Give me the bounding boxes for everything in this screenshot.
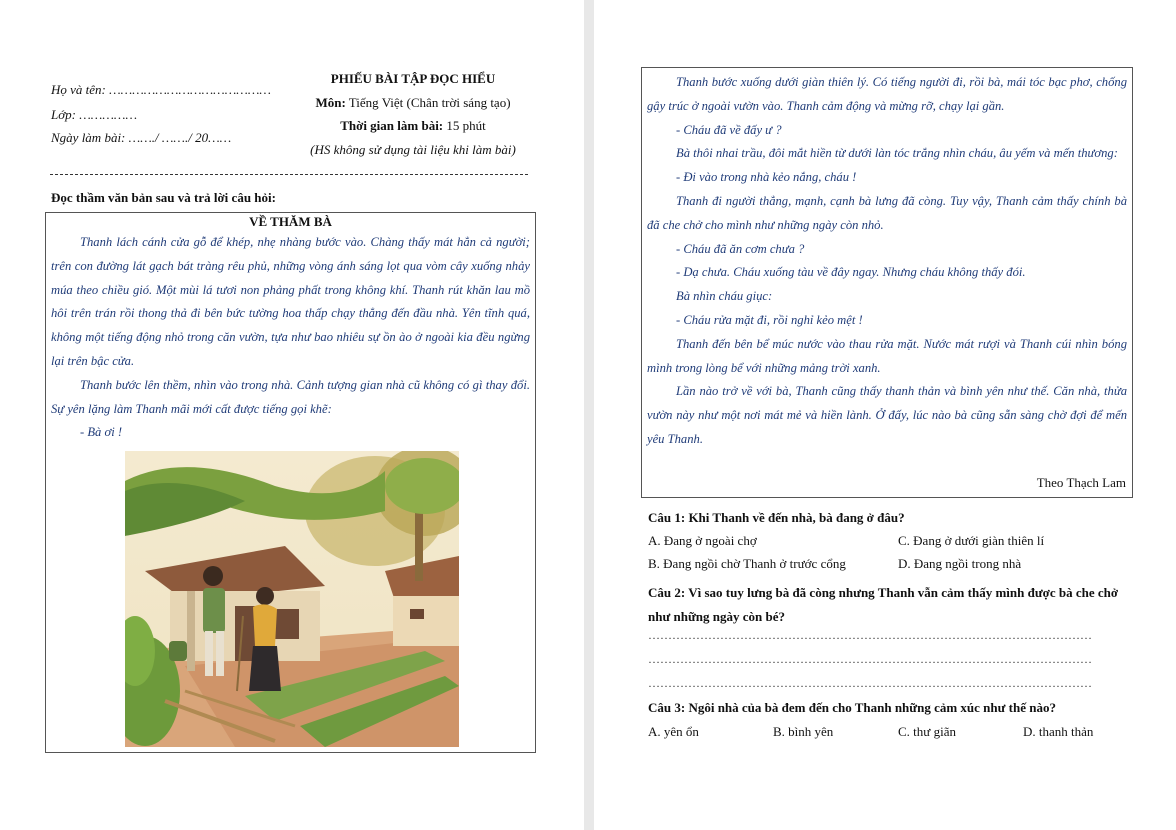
- separator-line: [50, 174, 528, 175]
- story-paragraph: - Cháu đã về đấy ư ?: [676, 122, 782, 137]
- question-1-option-a[interactable]: A. Đang ở ngoài chợ: [648, 533, 757, 548]
- question-1-option-d[interactable]: D. Đang ngồi trong nhà: [898, 556, 1022, 571]
- story-paragraph: - Đi vào trong nhà kẻo nắng, cháu !: [676, 170, 857, 185]
- story-paragraph: Thanh đi người thẳng, mạnh, cạnh bà lưng đã còng. Tuy vậy, Thanh cảm thấy chính bà đã che chở cho mình như những ngày còn nhỏ.: [647, 193, 1127, 232]
- question-3-option-a[interactable]: A. yên ổn: [648, 724, 699, 739]
- story-credit: Theo Thạch Lam: [1036, 475, 1126, 490]
- story-paragraph: - Bà ơi !: [80, 425, 123, 440]
- story-paragraph: Thanh bước lên thềm, nhìn vào trong nhà. Cảnh tượng gian nhà cũ không có gì thay đổi. Sự yên lặng làm Thanh mãi mới cất được tiếng gọi khẽ:: [51, 377, 530, 416]
- story-paragraph: - Cháu đã ăn cơm chưa ?: [676, 241, 805, 256]
- date-field-label: Ngày làm bài: ……./ ……./ 20……: [51, 130, 232, 145]
- sheet-title: PHIẾU BÀI TẬP ĐỌC HIỂU: [330, 71, 496, 86]
- story-paragraph: Thanh bước xuống dưới giàn thiên lý. Có tiếng người đi, rồi bà, mái tóc bạc phơ, chống gậy trúc ở ngoài vườn vào. Thanh cảm động và mừng rỡ, chạy lại gần.: [647, 75, 1127, 113]
- story-paragraph: Bà thôi nhai trầu, đôi mắt hiền từ dưới làn tóc trắng nhìn cháu, âu yếm và mến thương:: [676, 146, 1118, 161]
- story-paragraph: - Dạ chưa. Cháu xuống tàu về đây ngay. Nhưng cháu không thấy đói.: [676, 265, 1026, 280]
- time-label: Thời gian làm bài:: [340, 118, 444, 133]
- story-text-left: [46, 231, 535, 445]
- subject-value: Tiếng Việt (Chân trời sáng tạo): [345, 95, 511, 110]
- question-1-option-c[interactable]: C. Đang ở dưới giàn thiên lí: [898, 533, 1045, 548]
- story-paragraph: Thanh đến bên bể múc nước vào thau rửa mặt. Nước mát rượi và Thanh cúi nhìn bóng mình trong lòng bể với những mảng trời xanh.: [647, 336, 1127, 375]
- subject-line: [296, 95, 530, 111]
- story-paragraph: Bà nhìn cháu giục:: [676, 289, 773, 304]
- story-paragraph: - Cháu rửa mặt đi, rồi nghỉ kẻo mệt !: [676, 312, 863, 327]
- question-3-option-b[interactable]: B. bình yên: [773, 724, 834, 739]
- class-field-label: Lớp: ……………: [51, 107, 138, 122]
- answer-line[interactable]: …………………………………………………………………………………………………: [648, 676, 1092, 690]
- subject-label: Môn:: [315, 95, 346, 110]
- illustration-art: [125, 451, 459, 747]
- question-1-title: Câu 1: Khi Thanh về đến nhà, bà đang ở đâu?: [648, 510, 905, 525]
- name-field-label: Họ và tên: ……………………………………: [51, 82, 271, 97]
- story-illustration: [125, 451, 459, 747]
- answer-line[interactable]: …………………………………………………………………………………………………: [648, 652, 1092, 666]
- question-3-option-d[interactable]: D. thanh thản: [1023, 724, 1094, 739]
- question-2-title: Câu 2: Vì sao tuy lưng bà đã còng nhưng Thanh vẫn cảm thấy mình được bà che chở như những ngày còn bé?: [648, 585, 1119, 624]
- right-page: [594, 0, 1176, 830]
- story-text-right: [647, 71, 1127, 452]
- left-page: [0, 0, 584, 830]
- story-box-right: [641, 67, 1133, 498]
- question-3-option-c[interactable]: C. thư giãn: [898, 724, 956, 739]
- story-paragraph: Thanh lách cánh cửa gỗ để khép, nhẹ nhàng bước vào. Chàng thấy mát hẳn cả người; trên con đường lát gạch bát tràng rêu phủ, những vòng ánh sáng lọt qua vòm cây xuống nhảy múa theo chiều gió. Một mùi lá tươi non phảng phất trong không khí. Thanh rút khăn lau mồ hôi trên trán rồi thong thả đi bên bức tường hoa thấp chạy thẳng đến đầu nhà. Yên tĩnh quá, không một tiếng động nhỏ trong căn vườn, tựa như bao nhiêu sự ồn ào ở ngoài kia đều ngừng lại trên bậc cửa.: [51, 235, 530, 368]
- time-value: 15 phút: [443, 118, 486, 133]
- story-box-left: [45, 212, 536, 753]
- time-line: [296, 118, 530, 134]
- story-paragraph: Lần nào trở về với bà, Thanh cũng thấy thanh thản và bình yên như thế. Căn nhà, thửa vườn này như một nơi mát mẻ và hiền lành. Ở đấy, lúc nào bà cũng sẵn sàng chờ đợi để mến yêu Thanh.: [647, 384, 1127, 446]
- question-3-title: Câu 3: Ngôi nhà của bà đem đến cho Thanh những cảm xúc như thế nào?: [648, 700, 1056, 715]
- story-title: VỀ THĂM BÀ: [249, 214, 332, 229]
- answer-line[interactable]: …………………………………………………………………………………………………: [648, 628, 1092, 642]
- question-1-option-b[interactable]: B. Đang ngồi chờ Thanh ở trước cổng: [648, 556, 846, 571]
- exam-note: (HS không sử dụng tài liệu khi làm bài): [310, 142, 516, 157]
- instruction-text: Đọc thầm văn bản sau và trả lời câu hỏi:: [51, 190, 276, 205]
